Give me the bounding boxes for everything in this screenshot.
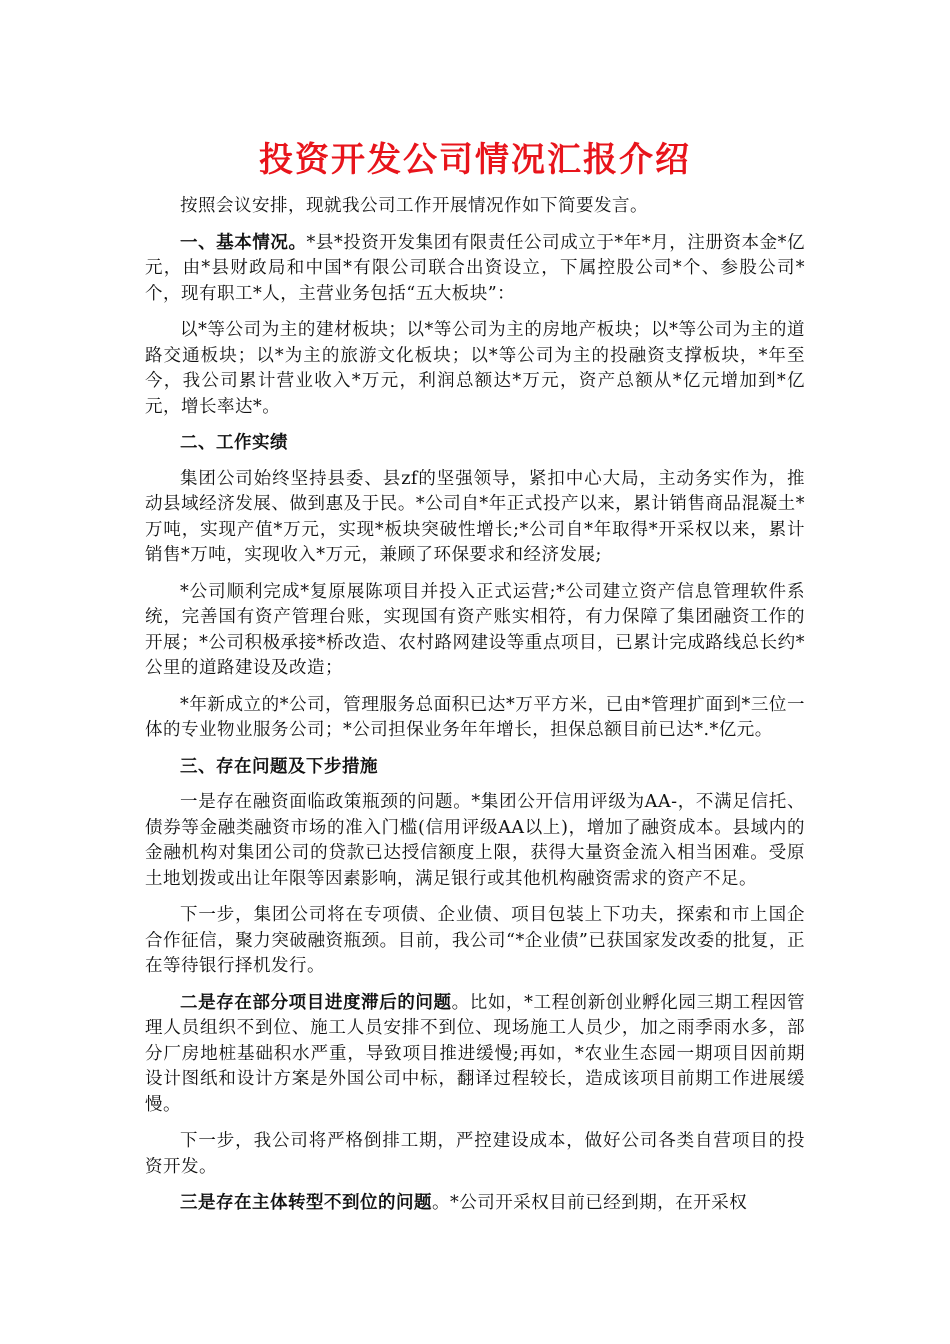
paragraph-problem-financing — [145, 790, 805, 892]
paragraph-text: *公司顺利完成*复原展陈项目并投入正式运营;*公司建立资产信息管理软件系统，完善国有资产管理台账，实现国有资产账实相符，有力保障了集团融资工作的开展；*公司积极承接*桥改造、农村路网建设等重点项目，已累计完成路线总长约*公里的道路建设及改造； — [145, 581, 805, 678]
paragraph-text: 一是存在融资面临政策瓶颈的问题。*集团公开信用评级为AA-，不满足信托、债券等金融类融资市场的准入门槛(信用评级AA以上)，增加了融资成本。县域内的金融机构对集团公司的贷款已达授信额度上限，获得大量资金流入相当困难。受原土地划拨或出让年限等因素影响，满足银行或其他机构融资需求的资产不足。 — [145, 792, 805, 889]
paragraph-text: *县*投资开发集团有限责任公司成立于*年*月，注册资本金*亿元，由*县财政局和中国*有限公司联合出资设立，下属控股公司*个、参股公司*个，现有职工*人，主营业务包括“五大板块”： — [145, 232, 806, 304]
paragraph-text: 以*等公司为主的建材板块；以*等公司为主的房地产板块；以*等公司为主的道路交通板块；以*为主的旅游文化板块；以*等公司为主的投融资支撑板块，*年至今，我公司累计营业收入*万元，利润总额达*万元，资产总额从*亿元增加到*亿元，增长率达*。 — [145, 320, 805, 417]
paragraph-intro — [145, 194, 805, 220]
problem-heading: 二是存在部分项目进度滞后的问题 — [180, 992, 452, 1013]
paragraph-text: 。*公司开采权目前已经到期，在开采权 — [432, 1193, 748, 1213]
paragraph-text: 集团公司始终坚持县委、县zf的坚强领导，紧扣中心大局，主动务实作为，推动县域经济发展、做到惠及于民。*公司自*年正式投产以来，累计销售商品混凝土*万吨，实现产值*万元，实现*板块突破性增长;*公司自*年取得*开采权以来，累计销售*万吨，实现收入*万元，兼顾了环保要求和经济发展; — [145, 468, 805, 565]
paragraph-heading-achievements — [145, 431, 805, 457]
paragraph-problem-transition — [145, 1191, 805, 1217]
problem-heading: 三是存在主体转型不到位的问题 — [180, 1193, 432, 1213]
paragraph-business-segments — [145, 318, 805, 420]
paragraph-heading-problems — [145, 755, 805, 781]
section-heading: 三、存在问题及下步措施 — [180, 756, 378, 777]
paragraph-text: 下一步，集团公司将在专项债、企业债、项目包装上下功夫，探索和市上国企合作征信，聚力突破融资瓶颈。目前，我公司“*企业债”已获国家发改委的批复，正在等待银行择机发行。 — [145, 905, 805, 976]
paragraph-problem-delays — [145, 991, 805, 1119]
document-title: 投资开发公司情况汇报介绍 — [259, 140, 691, 180]
paragraph-achievements-1 — [145, 467, 805, 569]
paragraph-text: *年新成立的*公司，管理服务总面积已达*万平方米，已由*管理扩面到*三位一体的专业物业服务公司；*公司担保业务年年增长，担保总额目前已达*.*亿元。 — [145, 694, 805, 740]
paragraph-next-step-2 — [145, 1129, 805, 1180]
paragraph-achievements-3 — [145, 693, 805, 744]
document-body — [145, 194, 805, 1228]
paragraph-text: 下一步，我公司将严格倒排工期，严控建设成本，做好公司各类自营项目的投资开发。 — [145, 1131, 805, 1177]
paragraph-achievements-2 — [145, 580, 805, 682]
section-heading: 一、基本情况。 — [180, 232, 307, 253]
paragraph-next-step-1 — [145, 903, 805, 980]
section-heading: 二、工作实绩 — [180, 433, 288, 453]
paragraph-basic-info — [145, 231, 805, 308]
paragraph-text: 。比如，*工程创新创业孵化园三期工程因管理人员组织不到位、施工人员安排不到位、现场施工人员少，加之雨季雨水多，部分厂房地桩基础积水严重，导致项目推进缓慢;再如，*农业生态园一期项目因前期设计图纸和设计方案是外国公司中标，翻译过程较长，造成该项目前期工作进展缓慢。 — [145, 992, 806, 1115]
paragraph-text: 按照会议安排，现就我公司工作开展情况作如下简要发言。 — [180, 196, 648, 216]
